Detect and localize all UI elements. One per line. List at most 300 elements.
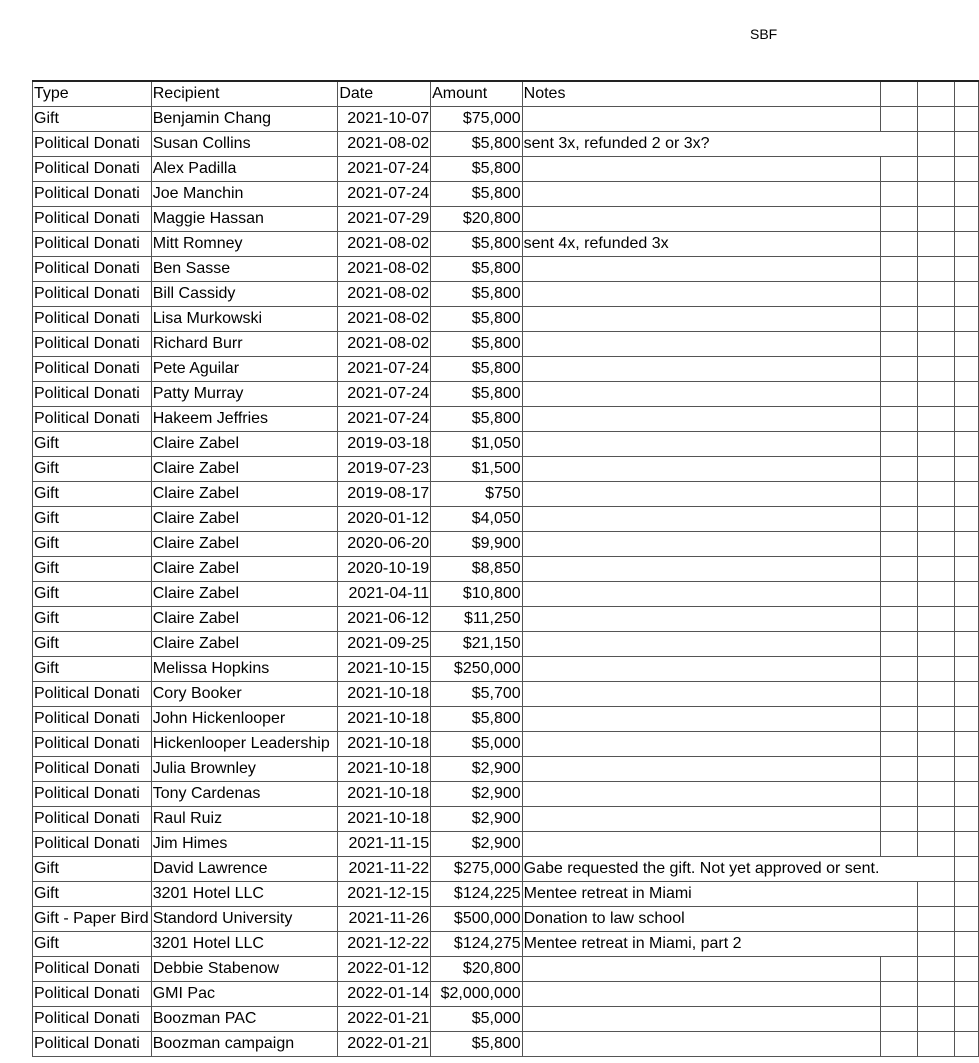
- empty-cell[interactable]: [954, 732, 978, 757]
- empty-cell[interactable]: [918, 657, 955, 682]
- empty-cell[interactable]: [918, 157, 955, 182]
- empty-cell[interactable]: [918, 107, 955, 132]
- empty-cell[interactable]: [954, 607, 978, 632]
- empty-cell[interactable]: [954, 557, 978, 582]
- empty-cell[interactable]: [918, 407, 955, 432]
- empty-cell[interactable]: [918, 882, 955, 907]
- empty-cell[interactable]: [954, 982, 978, 1007]
- cell-date[interactable]: 2021-11-22: [338, 857, 431, 882]
- empty-cell[interactable]: [881, 107, 918, 132]
- empty-cell[interactable]: [954, 757, 978, 782]
- empty-cell[interactable]: [918, 432, 955, 457]
- cell-amount[interactable]: $5,800: [431, 1032, 523, 1057]
- empty-cell[interactable]: [918, 607, 955, 632]
- cell-notes[interactable]: [522, 757, 881, 782]
- empty-cell[interactable]: [881, 782, 918, 807]
- cell-amount[interactable]: $21,150: [431, 632, 523, 657]
- cell-date[interactable]: 2021-09-25: [338, 632, 431, 657]
- cell-notes[interactable]: [522, 532, 881, 557]
- cell-type[interactable]: Political Donati: [33, 757, 152, 782]
- empty-cell[interactable]: [918, 707, 955, 732]
- empty-cell[interactable]: [881, 357, 918, 382]
- cell-date[interactable]: 2019-03-18: [338, 432, 431, 457]
- cell-notes[interactable]: [522, 957, 881, 982]
- empty-cell[interactable]: [918, 782, 955, 807]
- cell-type[interactable]: Political Donati: [33, 207, 152, 232]
- empty-cell[interactable]: [881, 482, 918, 507]
- empty-cell[interactable]: [954, 807, 978, 832]
- cell-date[interactable]: 2021-10-18: [338, 682, 431, 707]
- cell-date[interactable]: 2021-08-02: [338, 132, 431, 157]
- cell-date[interactable]: 2020-06-20: [338, 532, 431, 557]
- cell-notes[interactable]: sent 3x, refunded 2 or 3x?: [522, 132, 881, 157]
- cell-date[interactable]: 2021-08-02: [338, 232, 431, 257]
- empty-cell[interactable]: [881, 1032, 918, 1057]
- empty-cell[interactable]: [954, 882, 978, 907]
- empty-cell[interactable]: [918, 457, 955, 482]
- cell-type[interactable]: Political Donati: [33, 1007, 152, 1032]
- cell-date[interactable]: 2021-06-12: [338, 607, 431, 632]
- cell-notes[interactable]: [522, 557, 881, 582]
- column-header-type[interactable]: Type: [33, 81, 152, 107]
- cell-recipient[interactable]: Claire Zabel: [151, 582, 338, 607]
- empty-cell[interactable]: [954, 707, 978, 732]
- cell-amount[interactable]: $5,700: [431, 682, 523, 707]
- cell-type[interactable]: Political Donati: [33, 132, 152, 157]
- empty-cell[interactable]: [918, 132, 955, 157]
- empty-cell[interactable]: [881, 81, 918, 107]
- cell-notes[interactable]: [522, 257, 881, 282]
- cell-date[interactable]: 2021-07-24: [338, 382, 431, 407]
- cell-amount[interactable]: $75,000: [431, 107, 523, 132]
- empty-cell[interactable]: [881, 432, 918, 457]
- cell-date[interactable]: 2021-10-15: [338, 657, 431, 682]
- cell-notes[interactable]: [522, 332, 881, 357]
- cell-recipient[interactable]: Claire Zabel: [151, 507, 338, 532]
- empty-cell[interactable]: [918, 81, 955, 107]
- cell-amount[interactable]: $2,900: [431, 832, 523, 857]
- cell-amount[interactable]: $5,800: [431, 357, 523, 382]
- empty-cell[interactable]: [881, 407, 918, 432]
- cell-amount[interactable]: $20,800: [431, 957, 523, 982]
- empty-cell[interactable]: [954, 632, 978, 657]
- empty-cell[interactable]: [881, 632, 918, 657]
- cell-type[interactable]: Political Donati: [33, 332, 152, 357]
- cell-type[interactable]: Political Donati: [33, 732, 152, 757]
- cell-type[interactable]: Political Donati: [33, 407, 152, 432]
- empty-cell[interactable]: [954, 507, 978, 532]
- cell-type[interactable]: Gift: [33, 882, 152, 907]
- cell-notes[interactable]: [522, 782, 881, 807]
- empty-cell[interactable]: [954, 257, 978, 282]
- cell-amount[interactable]: $250,000: [431, 657, 523, 682]
- empty-cell[interactable]: [881, 982, 918, 1007]
- empty-cell[interactable]: [918, 932, 955, 957]
- cell-date[interactable]: 2021-08-02: [338, 332, 431, 357]
- cell-amount[interactable]: $5,800: [431, 257, 523, 282]
- cell-amount[interactable]: $5,800: [431, 282, 523, 307]
- cell-notes[interactable]: Gabe requested the gift. Not yet approved or sent.: [522, 857, 881, 882]
- cell-amount[interactable]: $2,000,000: [431, 982, 523, 1007]
- empty-cell[interactable]: [918, 482, 955, 507]
- empty-cell[interactable]: [954, 857, 978, 882]
- cell-notes[interactable]: [522, 407, 881, 432]
- cell-recipient[interactable]: Standord University: [151, 907, 338, 932]
- cell-recipient[interactable]: Claire Zabel: [151, 482, 338, 507]
- cell-type[interactable]: Political Donati: [33, 957, 152, 982]
- cell-notes[interactable]: [522, 357, 881, 382]
- empty-cell[interactable]: [954, 682, 978, 707]
- cell-date[interactable]: 2021-04-11: [338, 582, 431, 607]
- empty-cell[interactable]: [881, 932, 918, 957]
- empty-cell[interactable]: [918, 332, 955, 357]
- cell-recipient[interactable]: Claire Zabel: [151, 607, 338, 632]
- empty-cell[interactable]: [954, 1032, 978, 1057]
- cell-amount[interactable]: $5,800: [431, 157, 523, 182]
- empty-cell[interactable]: [954, 182, 978, 207]
- cell-type[interactable]: Political Donati: [33, 357, 152, 382]
- empty-cell[interactable]: [954, 107, 978, 132]
- cell-type[interactable]: Political Donati: [33, 157, 152, 182]
- empty-cell[interactable]: [918, 832, 955, 857]
- empty-cell[interactable]: [954, 407, 978, 432]
- cell-date[interactable]: 2021-08-02: [338, 307, 431, 332]
- cell-recipient[interactable]: Susan Collins: [151, 132, 338, 157]
- cell-type[interactable]: Gift: [33, 582, 152, 607]
- cell-recipient[interactable]: Lisa Murkowski: [151, 307, 338, 332]
- cell-recipient[interactable]: Jim Himes: [151, 832, 338, 857]
- cell-recipient[interactable]: Cory Booker: [151, 682, 338, 707]
- cell-date[interactable]: 2021-11-26: [338, 907, 431, 932]
- cell-type[interactable]: Gift: [33, 657, 152, 682]
- cell-notes[interactable]: [522, 732, 881, 757]
- empty-cell[interactable]: [881, 807, 918, 832]
- cell-notes[interactable]: [522, 682, 881, 707]
- empty-cell[interactable]: [881, 757, 918, 782]
- empty-cell[interactable]: [918, 907, 955, 932]
- cell-amount[interactable]: $5,800: [431, 407, 523, 432]
- cell-date[interactable]: 2021-10-18: [338, 732, 431, 757]
- empty-cell[interactable]: [918, 282, 955, 307]
- cell-date[interactable]: 2021-07-24: [338, 182, 431, 207]
- cell-type[interactable]: Political Donati: [33, 982, 152, 1007]
- empty-cell[interactable]: [918, 682, 955, 707]
- cell-type[interactable]: Political Donati: [33, 707, 152, 732]
- cell-type[interactable]: Political Donati: [33, 307, 152, 332]
- cell-notes[interactable]: [522, 207, 881, 232]
- cell-recipient[interactable]: Claire Zabel: [151, 632, 338, 657]
- empty-cell[interactable]: [881, 607, 918, 632]
- cell-recipient[interactable]: Joe Manchin: [151, 182, 338, 207]
- cell-type[interactable]: Gift: [33, 457, 152, 482]
- cell-notes[interactable]: [522, 282, 881, 307]
- cell-amount[interactable]: $2,900: [431, 807, 523, 832]
- cell-notes[interactable]: [522, 1007, 881, 1032]
- cell-recipient[interactable]: Melissa Hopkins: [151, 657, 338, 682]
- empty-cell[interactable]: [918, 957, 955, 982]
- cell-date[interactable]: 2021-10-18: [338, 807, 431, 832]
- cell-date[interactable]: 2022-01-14: [338, 982, 431, 1007]
- cell-recipient[interactable]: David Lawrence: [151, 857, 338, 882]
- cell-type[interactable]: Political Donati: [33, 282, 152, 307]
- empty-cell[interactable]: [954, 582, 978, 607]
- cell-date[interactable]: 2021-07-24: [338, 157, 431, 182]
- cell-amount[interactable]: $5,800: [431, 382, 523, 407]
- empty-cell[interactable]: [881, 532, 918, 557]
- cell-type[interactable]: Gift: [33, 532, 152, 557]
- empty-cell[interactable]: [918, 632, 955, 657]
- empty-cell[interactable]: [954, 357, 978, 382]
- empty-cell[interactable]: [881, 507, 918, 532]
- column-header-recipient[interactable]: Recipient: [151, 81, 338, 107]
- column-header-notes[interactable]: Notes: [522, 81, 881, 107]
- cell-type[interactable]: Political Donati: [33, 682, 152, 707]
- cell-recipient[interactable]: Debbie Stabenow: [151, 957, 338, 982]
- empty-cell[interactable]: [918, 757, 955, 782]
- empty-cell[interactable]: [918, 232, 955, 257]
- cell-notes[interactable]: Mentee retreat in Miami, part 2: [522, 932, 881, 957]
- empty-cell[interactable]: [918, 207, 955, 232]
- cell-date[interactable]: 2021-11-15: [338, 832, 431, 857]
- cell-recipient[interactable]: Raul Ruiz: [151, 807, 338, 832]
- cell-notes[interactable]: [522, 582, 881, 607]
- cell-notes[interactable]: sent 4x, refunded 3x: [522, 232, 881, 257]
- cell-type[interactable]: Political Donati: [33, 807, 152, 832]
- cell-type[interactable]: Political Donati: [33, 382, 152, 407]
- cell-recipient[interactable]: Alex Padilla: [151, 157, 338, 182]
- empty-cell[interactable]: [918, 507, 955, 532]
- cell-date[interactable]: 2019-07-23: [338, 457, 431, 482]
- empty-cell[interactable]: [954, 382, 978, 407]
- cell-recipient[interactable]: Benjamin Chang: [151, 107, 338, 132]
- cell-amount[interactable]: $275,000: [431, 857, 523, 882]
- cell-type[interactable]: Political Donati: [33, 257, 152, 282]
- empty-cell[interactable]: [881, 1007, 918, 1032]
- column-header-date[interactable]: Date: [338, 81, 431, 107]
- cell-date[interactable]: 2022-01-12: [338, 957, 431, 982]
- cell-date[interactable]: 2019-08-17: [338, 482, 431, 507]
- empty-cell[interactable]: [954, 332, 978, 357]
- cell-amount[interactable]: $124,225: [431, 882, 523, 907]
- empty-cell[interactable]: [954, 1007, 978, 1032]
- empty-cell[interactable]: [918, 182, 955, 207]
- empty-cell[interactable]: [881, 882, 918, 907]
- cell-notes[interactable]: [522, 632, 881, 657]
- cell-recipient[interactable]: 3201 Hotel LLC: [151, 882, 338, 907]
- empty-cell[interactable]: [881, 257, 918, 282]
- cell-recipient[interactable]: Pete Aguilar: [151, 357, 338, 382]
- empty-cell[interactable]: [881, 557, 918, 582]
- cell-type[interactable]: Gift: [33, 607, 152, 632]
- empty-cell[interactable]: [954, 157, 978, 182]
- cell-amount[interactable]: $10,800: [431, 582, 523, 607]
- empty-cell[interactable]: [954, 832, 978, 857]
- cell-date[interactable]: 2021-10-18: [338, 757, 431, 782]
- cell-recipient[interactable]: Ben Sasse: [151, 257, 338, 282]
- cell-notes[interactable]: [522, 432, 881, 457]
- empty-cell[interactable]: [881, 707, 918, 732]
- cell-notes[interactable]: [522, 607, 881, 632]
- cell-amount[interactable]: $5,800: [431, 182, 523, 207]
- cell-amount[interactable]: $9,900: [431, 532, 523, 557]
- empty-cell[interactable]: [881, 332, 918, 357]
- cell-type[interactable]: Gift: [33, 557, 152, 582]
- cell-recipient[interactable]: Julia Brownley: [151, 757, 338, 782]
- empty-cell[interactable]: [881, 832, 918, 857]
- cell-date[interactable]: 2021-07-24: [338, 407, 431, 432]
- cell-amount[interactable]: $5,800: [431, 232, 523, 257]
- cell-type[interactable]: Political Donati: [33, 1032, 152, 1057]
- cell-amount[interactable]: $5,000: [431, 1007, 523, 1032]
- empty-cell[interactable]: [881, 907, 918, 932]
- cell-type[interactable]: Political Donati: [33, 782, 152, 807]
- cell-recipient[interactable]: 3201 Hotel LLC: [151, 932, 338, 957]
- empty-cell[interactable]: [954, 307, 978, 332]
- empty-cell[interactable]: [918, 257, 955, 282]
- cell-recipient[interactable]: GMI Pac: [151, 982, 338, 1007]
- empty-cell[interactable]: [918, 807, 955, 832]
- cell-date[interactable]: 2022-01-21: [338, 1007, 431, 1032]
- cell-amount[interactable]: $20,800: [431, 207, 523, 232]
- cell-amount[interactable]: $8,850: [431, 557, 523, 582]
- cell-recipient[interactable]: John Hickenlooper: [151, 707, 338, 732]
- empty-cell[interactable]: [881, 232, 918, 257]
- cell-amount[interactable]: $1,500: [431, 457, 523, 482]
- empty-cell[interactable]: [881, 382, 918, 407]
- cell-amount[interactable]: $4,050: [431, 507, 523, 532]
- cell-date[interactable]: 2021-07-29: [338, 207, 431, 232]
- cell-type[interactable]: Gift: [33, 932, 152, 957]
- cell-date[interactable]: 2021-07-24: [338, 357, 431, 382]
- empty-cell[interactable]: [918, 307, 955, 332]
- empty-cell[interactable]: [918, 532, 955, 557]
- cell-recipient[interactable]: Claire Zabel: [151, 457, 338, 482]
- cell-amount[interactable]: $5,800: [431, 707, 523, 732]
- cell-amount[interactable]: $5,800: [431, 132, 523, 157]
- empty-cell[interactable]: [918, 357, 955, 382]
- cell-type[interactable]: Political Donati: [33, 232, 152, 257]
- cell-notes[interactable]: Mentee retreat in Miami: [522, 882, 881, 907]
- empty-cell[interactable]: [918, 1007, 955, 1032]
- cell-recipient[interactable]: Boozman PAC: [151, 1007, 338, 1032]
- cell-recipient[interactable]: Mitt Romney: [151, 232, 338, 257]
- empty-cell[interactable]: [881, 457, 918, 482]
- cell-date[interactable]: 2020-10-19: [338, 557, 431, 582]
- empty-cell[interactable]: [881, 682, 918, 707]
- cell-notes[interactable]: [522, 457, 881, 482]
- cell-amount[interactable]: $2,900: [431, 782, 523, 807]
- cell-amount[interactable]: $11,250: [431, 607, 523, 632]
- cell-amount[interactable]: $500,000: [431, 907, 523, 932]
- cell-recipient[interactable]: Hickenlooper Leadership: [151, 732, 338, 757]
- cell-type[interactable]: Gift: [33, 507, 152, 532]
- cell-notes[interactable]: [522, 707, 881, 732]
- cell-date[interactable]: 2020-01-12: [338, 507, 431, 532]
- cell-amount[interactable]: $5,800: [431, 332, 523, 357]
- cell-date[interactable]: 2021-08-02: [338, 282, 431, 307]
- empty-cell[interactable]: [881, 282, 918, 307]
- cell-date[interactable]: 2021-08-02: [338, 257, 431, 282]
- cell-amount[interactable]: $5,000: [431, 732, 523, 757]
- empty-cell[interactable]: [918, 732, 955, 757]
- cell-notes[interactable]: [522, 382, 881, 407]
- cell-notes[interactable]: [522, 482, 881, 507]
- cell-notes[interactable]: [522, 157, 881, 182]
- empty-cell[interactable]: [954, 81, 978, 107]
- cell-recipient[interactable]: Boozman campaign: [151, 1032, 338, 1057]
- cell-amount[interactable]: $124,275: [431, 932, 523, 957]
- cell-notes[interactable]: [522, 307, 881, 332]
- cell-recipient[interactable]: Maggie Hassan: [151, 207, 338, 232]
- cell-type[interactable]: Gift: [33, 632, 152, 657]
- empty-cell[interactable]: [881, 657, 918, 682]
- empty-cell[interactable]: [881, 307, 918, 332]
- cell-notes[interactable]: Donation to law school: [522, 907, 881, 932]
- cell-notes[interactable]: [522, 107, 881, 132]
- cell-notes[interactable]: [522, 1032, 881, 1057]
- cell-type[interactable]: Gift: [33, 107, 152, 132]
- cell-date[interactable]: 2021-10-07: [338, 107, 431, 132]
- empty-cell[interactable]: [954, 657, 978, 682]
- empty-cell[interactable]: [954, 957, 978, 982]
- cell-date[interactable]: 2021-12-22: [338, 932, 431, 957]
- empty-cell[interactable]: [881, 857, 918, 882]
- cell-notes[interactable]: [522, 807, 881, 832]
- empty-cell[interactable]: [954, 207, 978, 232]
- cell-amount[interactable]: $1,050: [431, 432, 523, 457]
- empty-cell[interactable]: [881, 132, 918, 157]
- cell-date[interactable]: 2022-01-21: [338, 1032, 431, 1057]
- column-header-amount[interactable]: Amount: [431, 81, 523, 107]
- cell-type[interactable]: Gift - Paper Bird: [33, 907, 152, 932]
- cell-amount[interactable]: $750: [431, 482, 523, 507]
- cell-date[interactable]: 2021-10-18: [338, 707, 431, 732]
- cell-amount[interactable]: $2,900: [431, 757, 523, 782]
- empty-cell[interactable]: [918, 382, 955, 407]
- empty-cell[interactable]: [954, 232, 978, 257]
- cell-recipient[interactable]: Patty Murray: [151, 382, 338, 407]
- cell-recipient[interactable]: Richard Burr: [151, 332, 338, 357]
- empty-cell[interactable]: [954, 457, 978, 482]
- empty-cell[interactable]: [918, 1032, 955, 1057]
- cell-recipient[interactable]: Bill Cassidy: [151, 282, 338, 307]
- empty-cell[interactable]: [881, 157, 918, 182]
- empty-cell[interactable]: [954, 432, 978, 457]
- empty-cell[interactable]: [954, 782, 978, 807]
- cell-recipient[interactable]: Claire Zabel: [151, 532, 338, 557]
- empty-cell[interactable]: [881, 732, 918, 757]
- empty-cell[interactable]: [881, 182, 918, 207]
- cell-date[interactable]: 2021-10-18: [338, 782, 431, 807]
- empty-cell[interactable]: [954, 282, 978, 307]
- cell-notes[interactable]: [522, 507, 881, 532]
- empty-cell[interactable]: [954, 532, 978, 557]
- empty-cell[interactable]: [918, 582, 955, 607]
- cell-notes[interactable]: [522, 982, 881, 1007]
- empty-cell[interactable]: [918, 982, 955, 1007]
- cell-recipient[interactable]: Tony Cardenas: [151, 782, 338, 807]
- empty-cell[interactable]: [918, 557, 955, 582]
- empty-cell[interactable]: [954, 132, 978, 157]
- cell-amount[interactable]: $5,800: [431, 307, 523, 332]
- cell-type[interactable]: Political Donati: [33, 832, 152, 857]
- cell-type[interactable]: Political Donati: [33, 182, 152, 207]
- cell-type[interactable]: Gift: [33, 432, 152, 457]
- empty-cell[interactable]: [881, 582, 918, 607]
- empty-cell[interactable]: [881, 957, 918, 982]
- cell-notes[interactable]: [522, 657, 881, 682]
- cell-recipient[interactable]: Hakeem Jeffries: [151, 407, 338, 432]
